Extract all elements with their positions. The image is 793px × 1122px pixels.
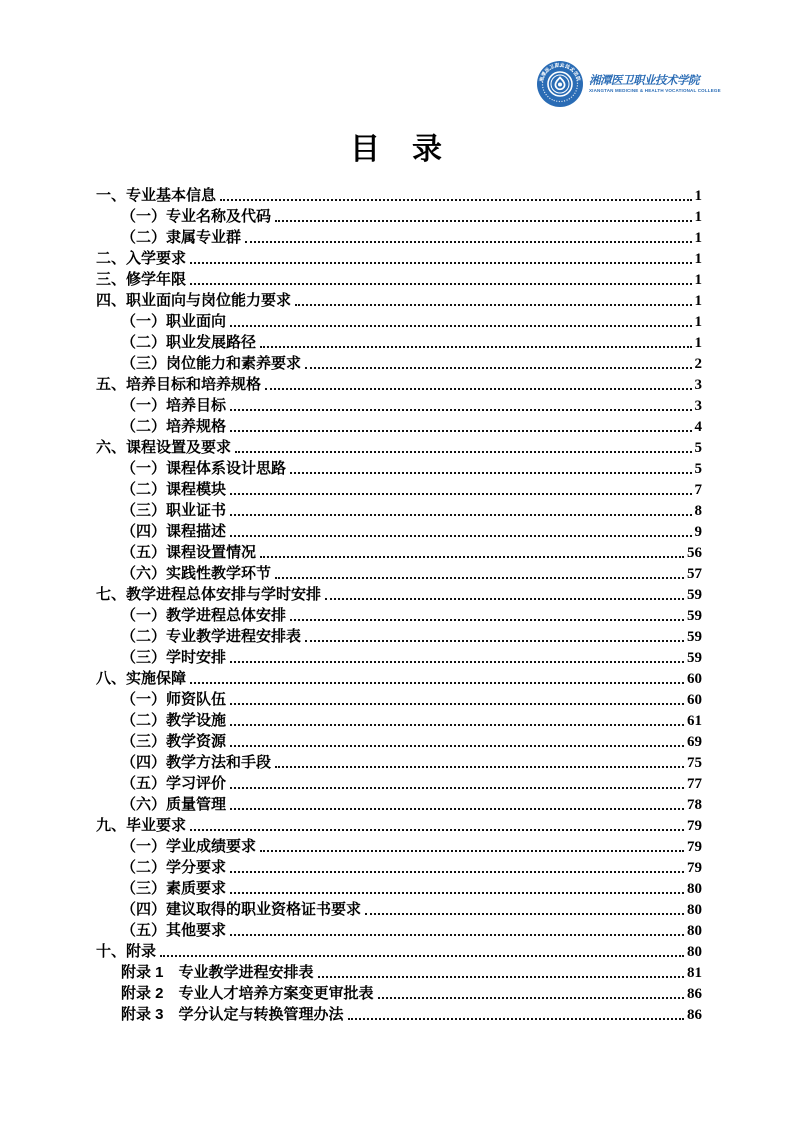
toc-entry-page: 59 — [687, 587, 702, 603]
toc-entry-label: （三）素质要求 — [121, 880, 227, 897]
toc-entry-label: 一、专业基本信息 — [96, 187, 217, 204]
toc-dot-leader — [348, 1018, 684, 1020]
toc-entry[interactable] — [96, 416, 702, 437]
toc-dot-leader — [275, 577, 684, 579]
toc-entry-page: 7 — [694, 482, 702, 498]
toc-entry-page: 3 — [694, 398, 702, 414]
toc-dot-leader — [190, 262, 691, 264]
toc-entry[interactable] — [96, 521, 702, 542]
toc-entry-label: （二）学分要求 — [121, 859, 227, 876]
toc-entry[interactable] — [96, 395, 702, 416]
toc-dot-leader — [235, 451, 691, 453]
toc-dot-leader — [230, 745, 684, 747]
toc-dot-leader — [230, 535, 691, 537]
toc-entry-page: 60 — [687, 671, 702, 687]
toc-entry-page: 1 — [694, 335, 702, 351]
toc-entry-label: （二）隶属专业群 — [121, 229, 242, 246]
toc-entry[interactable] — [96, 1004, 702, 1025]
toc-dot-leader — [275, 766, 684, 768]
toc-entry-page: 79 — [687, 818, 702, 834]
toc-entry-page: 56 — [687, 545, 702, 561]
toc-entry-page: 4 — [694, 419, 702, 435]
toc-entry[interactable] — [96, 773, 702, 794]
toc-entry-label: （五）学习评价 — [121, 775, 227, 792]
toc-entry-label: 附录 3 学分认定与转换管理办法 — [121, 1006, 344, 1023]
toc-entry[interactable] — [96, 437, 702, 458]
toc-entry-page: 75 — [687, 755, 702, 771]
toc-entry-page: 80 — [687, 944, 702, 960]
toc-dot-leader — [230, 703, 684, 705]
toc-entry-label: 十、附录 — [96, 943, 157, 960]
toc-entry-page: 86 — [687, 1007, 702, 1023]
toc-entry-label: （一）教学进程总体安排 — [121, 607, 287, 624]
college-name-en: XIANGTAN MEDICINE & HEALTH VOCATIONAL COLLEGE — [589, 88, 721, 93]
toc-entry[interactable] — [96, 269, 702, 290]
toc-entry-label: （四）建议取得的职业资格证书要求 — [121, 901, 362, 918]
toc-entry-label: （二）职业发展路径 — [121, 334, 257, 351]
toc-list — [96, 185, 702, 1025]
toc-entry-page: 1 — [694, 188, 702, 204]
toc-entry-page: 3 — [694, 377, 702, 393]
toc-entry[interactable] — [96, 794, 702, 815]
toc-entry-page: 1 — [694, 314, 702, 330]
toc-entry-label: （一）培养目标 — [121, 397, 227, 414]
college-name-cn: 湘潭医卫职业技术学院 — [589, 75, 699, 87]
toc-entry[interactable] — [96, 920, 702, 941]
toc-entry-label: （三）学时安排 — [121, 649, 227, 666]
toc-entry-page: 69 — [687, 734, 702, 750]
toc-dot-leader — [230, 934, 684, 936]
toc-dot-leader — [230, 409, 691, 411]
toc-entry[interactable] — [96, 941, 702, 962]
toc-dot-leader — [190, 682, 684, 684]
toc-entry[interactable] — [96, 731, 702, 752]
toc-dot-leader — [230, 430, 691, 432]
toc-dot-leader — [325, 598, 684, 600]
college-logo — [536, 60, 721, 108]
toc-entry-page: 81 — [687, 965, 702, 981]
toc-entry[interactable] — [96, 311, 702, 332]
toc-entry-label: （四）教学方法和手段 — [121, 754, 272, 771]
toc-entry[interactable] — [96, 206, 702, 227]
toc-entry[interactable] — [96, 836, 702, 857]
toc-entry[interactable] — [96, 899, 702, 920]
toc-entry[interactable] — [96, 983, 702, 1004]
toc-entry-label: （三）职业证书 — [121, 502, 227, 519]
toc-dot-leader — [220, 199, 691, 201]
toc-entry[interactable] — [96, 857, 702, 878]
toc-entry[interactable] — [96, 248, 702, 269]
toc-dot-leader — [190, 283, 691, 285]
toc-entry-label: 四、职业面向与岗位能力要求 — [96, 292, 292, 309]
toc-entry[interactable] — [96, 542, 702, 563]
toc-entry-page: 59 — [687, 629, 702, 645]
toc-entry[interactable] — [96, 962, 702, 983]
toc-dot-leader — [260, 346, 691, 348]
toc-entry-label: （四）课程描述 — [121, 523, 227, 540]
toc-entry[interactable] — [96, 479, 702, 500]
toc-entry[interactable] — [96, 290, 702, 311]
toc-dot-leader — [230, 661, 684, 663]
toc-entry-page: 59 — [687, 650, 702, 666]
toc-entry-page: 1 — [694, 209, 702, 225]
toc-entry[interactable] — [96, 668, 702, 689]
toc-dot-leader — [230, 892, 684, 894]
toc-entry-page: 80 — [687, 881, 702, 897]
toc-entry-page: 79 — [687, 860, 702, 876]
toc-entry[interactable] — [96, 626, 702, 647]
toc-dot-leader — [295, 304, 691, 306]
toc-entry-label: （三）教学资源 — [121, 733, 227, 750]
toc-dot-leader — [305, 640, 684, 642]
toc-entry-label: （二）培养规格 — [121, 418, 227, 435]
toc-dot-leader — [290, 472, 691, 474]
toc-dot-leader — [245, 241, 691, 243]
toc-entry-page: 1 — [694, 272, 702, 288]
toc-dot-leader — [230, 808, 684, 810]
toc-dot-leader — [290, 619, 684, 621]
toc-entry-page: 61 — [687, 713, 702, 729]
toc-dot-leader — [190, 829, 684, 831]
toc-entry-label: 七、教学进程总体安排与学时安排 — [96, 586, 322, 603]
toc-entry-page: 1 — [694, 251, 702, 267]
toc-entry-label: 三、修学年限 — [96, 271, 187, 288]
toc-entry-page: 5 — [694, 461, 702, 477]
toc-dot-leader — [265, 388, 691, 390]
toc-dot-leader — [160, 955, 684, 957]
toc-dot-leader — [305, 367, 691, 369]
toc-entry-page: 86 — [687, 986, 702, 1002]
toc-dot-leader — [275, 220, 691, 222]
toc-entry-page: 57 — [687, 566, 702, 582]
toc-entry[interactable] — [96, 458, 702, 479]
toc-entry[interactable] — [96, 752, 702, 773]
toc-entry-label: 九、毕业要求 — [96, 817, 187, 834]
toc-entry-page: 8 — [694, 503, 702, 519]
toc-dot-leader — [230, 871, 684, 873]
toc-dot-leader — [378, 997, 684, 999]
toc-entry[interactable] — [96, 605, 702, 626]
toc-entry-page: 59 — [687, 608, 702, 624]
toc-entry-label: （一）职业面向 — [121, 313, 227, 330]
toc-entry-label: 八、实施保障 — [96, 670, 187, 687]
toc-dot-leader — [230, 787, 684, 789]
toc-dot-leader — [230, 724, 684, 726]
toc-entry[interactable] — [96, 647, 702, 668]
toc-entry-label: 附录 1 专业教学进程安排表 — [121, 964, 314, 981]
toc-entry[interactable] — [96, 815, 702, 836]
toc-entry-page: 80 — [687, 923, 702, 939]
toc-entry[interactable] — [96, 374, 702, 395]
toc-entry-page: 80 — [687, 902, 702, 918]
toc-dot-leader — [230, 493, 691, 495]
toc-entry-page: 60 — [687, 692, 702, 708]
toc-entry-label: （二）课程模块 — [121, 481, 227, 498]
toc-entry[interactable] — [96, 710, 702, 731]
toc-entry-page: 77 — [687, 776, 702, 792]
college-emblem-icon — [536, 60, 584, 108]
toc-entry-label: （三）岗位能力和素养要求 — [121, 355, 302, 372]
toc-dot-leader — [318, 976, 684, 978]
toc-entry-label: （五）其他要求 — [121, 922, 227, 939]
toc-dot-leader — [230, 325, 691, 327]
college-name-block — [589, 74, 721, 94]
toc-entry-label: （二）教学设施 — [121, 712, 227, 729]
toc-entry[interactable] — [96, 878, 702, 899]
toc-entry-page: 2 — [694, 356, 702, 372]
toc-entry-label: 五、培养目标和培养规格 — [96, 376, 262, 393]
toc-entry-label: （五）课程设置情况 — [121, 544, 257, 561]
toc-entry[interactable] — [96, 563, 702, 584]
toc-dot-leader — [260, 850, 684, 852]
toc-entry-label: 六、课程设置及要求 — [96, 439, 232, 456]
toc-dot-leader — [260, 556, 684, 558]
toc-entry-label: 附录 2 专业人才培养方案变更审批表 — [121, 985, 374, 1002]
toc-entry-label: （二）专业教学进程安排表 — [121, 628, 302, 645]
toc-entry-label: （六）实践性教学环节 — [121, 565, 272, 582]
toc-dot-leader — [365, 913, 684, 915]
toc-entry[interactable] — [96, 332, 702, 353]
toc-entry[interactable] — [96, 353, 702, 374]
toc-entry[interactable] — [96, 227, 702, 248]
toc-entry-page: 78 — [687, 797, 702, 813]
toc-entry-page: 1 — [694, 293, 702, 309]
toc-entry-label: （一）课程体系设计思路 — [121, 460, 287, 477]
toc-entry[interactable] — [96, 185, 702, 206]
toc-entry-page: 79 — [687, 839, 702, 855]
toc-entry-label: （一）学业成绩要求 — [121, 838, 257, 855]
toc-entry-label: （一）专业名称及代码 — [121, 208, 272, 225]
toc-entry[interactable] — [96, 500, 702, 521]
toc-entry-label: （一）师资队伍 — [121, 691, 227, 708]
toc-entry-page: 5 — [694, 440, 702, 456]
toc-entry-page: 9 — [694, 524, 702, 540]
svg-text:湘潭医卫职业技术学院: 湘潭医卫职业技术学院 — [538, 62, 582, 83]
toc-entry[interactable] — [96, 584, 702, 605]
toc-entry-label: （六）质量管理 — [121, 796, 227, 813]
toc-entry-label: 二、入学要求 — [96, 250, 187, 267]
toc-dot-leader — [230, 514, 691, 516]
page-title: 目 录 — [350, 133, 443, 166]
toc-entry[interactable] — [96, 689, 702, 710]
toc-entry-page: 1 — [694, 230, 702, 246]
